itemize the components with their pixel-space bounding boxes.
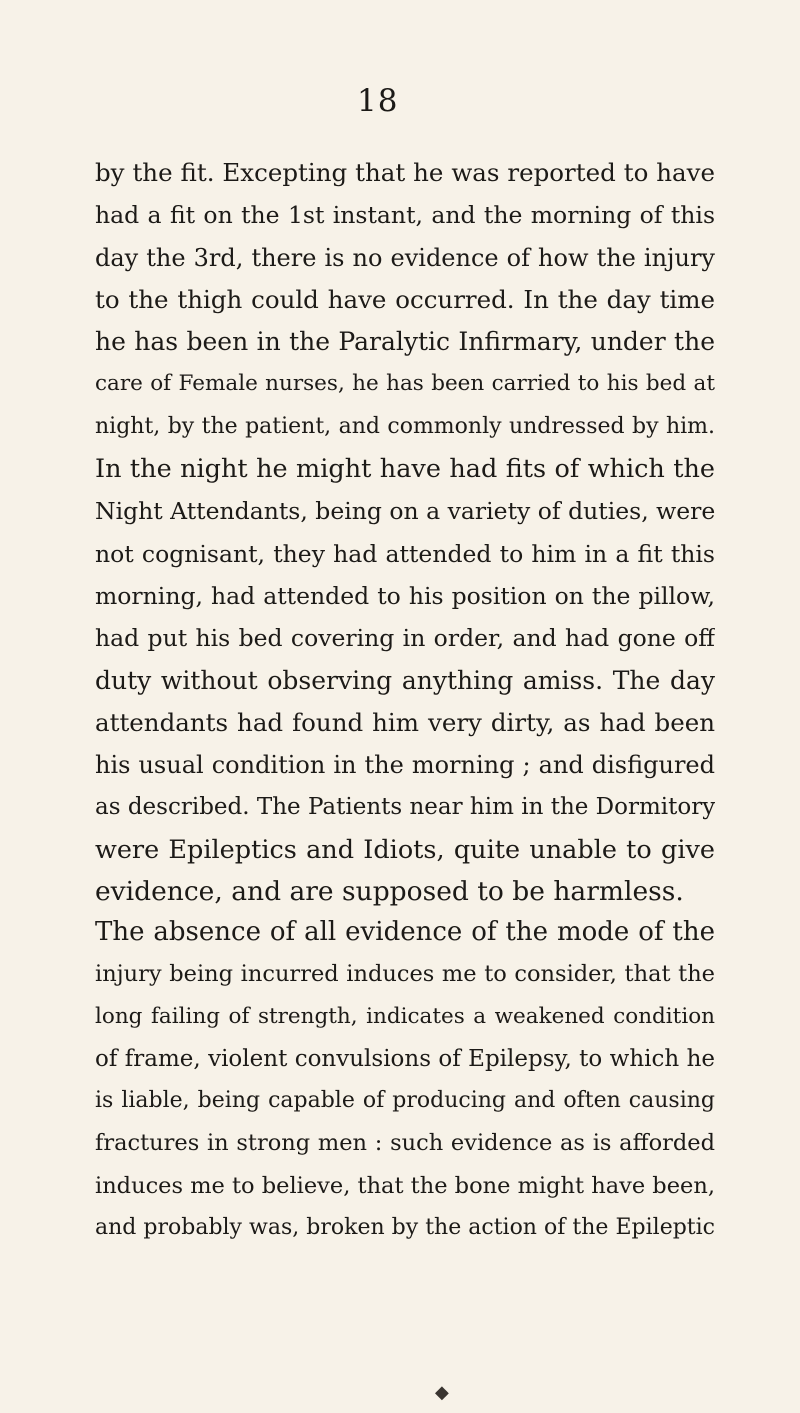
text-line: had a fit on the 1st instant, and the morning of this [95, 201, 715, 230]
page-number: 18 [357, 83, 399, 119]
text-line: day the 3rd, there is no evidence of how the injury [95, 243, 715, 272]
text-line: long failing of strength, indicates a weakened condition [95, 1003, 715, 1029]
text-line: were Epileptics and Idiots, quite unable to give [95, 834, 715, 865]
text-line: The absence of all evidence of the mode of the [95, 917, 715, 947]
text-line: his usual condition in the morning ; and disfigured [95, 751, 715, 780]
text-line: In the night he might have had fits of which the [95, 454, 715, 485]
text-line: had put his bed covering in order, and had gone off [95, 624, 715, 653]
text-line: of frame, violent convulsions of Epilepsy, to which he [95, 1045, 715, 1072]
text-line: fractures in strong men : such evidence as is afforded [95, 1130, 715, 1157]
text-line: evidence, and are supposed to be harmless. [95, 876, 684, 908]
paragraph-1 [95, 152, 715, 913]
text-line: he has been in the Paralytic Infirmary, under the [95, 327, 715, 357]
text-line: by the fit. Excepting that he was reported to have [95, 158, 715, 187]
text-line: injury being incurred induces me to consider, that the [95, 961, 715, 988]
text-line: not cognisant, they had attended to him in a fit this [95, 539, 715, 568]
text-line: to the thigh could have occurred. In the day time [95, 284, 715, 314]
ornament-icon: ◆ [435, 1382, 449, 1403]
text-line: is liable, being capable of producing and often causing [95, 1088, 715, 1114]
text-line: as described. The Patients near him in the Dormitory [95, 794, 715, 821]
text-line: morning, had attended to his position on the pillow, [95, 581, 715, 610]
text-line: attendants had found him very dirty, as had been [95, 707, 715, 737]
paragraph-2 [95, 911, 715, 1249]
text-line: duty without observing anything amiss. The day [95, 665, 715, 695]
text-line: and probably was, broken by the action of the Epileptic [95, 1215, 715, 1241]
text-line: Night Attendants, being on a variety of duties, were [95, 497, 715, 526]
text-line: night, by the patient, and commonly undressed by him. [95, 413, 715, 439]
text-line: care of Female nurses, he has been carried to his bed at [95, 371, 715, 397]
text-line: induces me to believe, that the bone might have been, [95, 1172, 715, 1199]
